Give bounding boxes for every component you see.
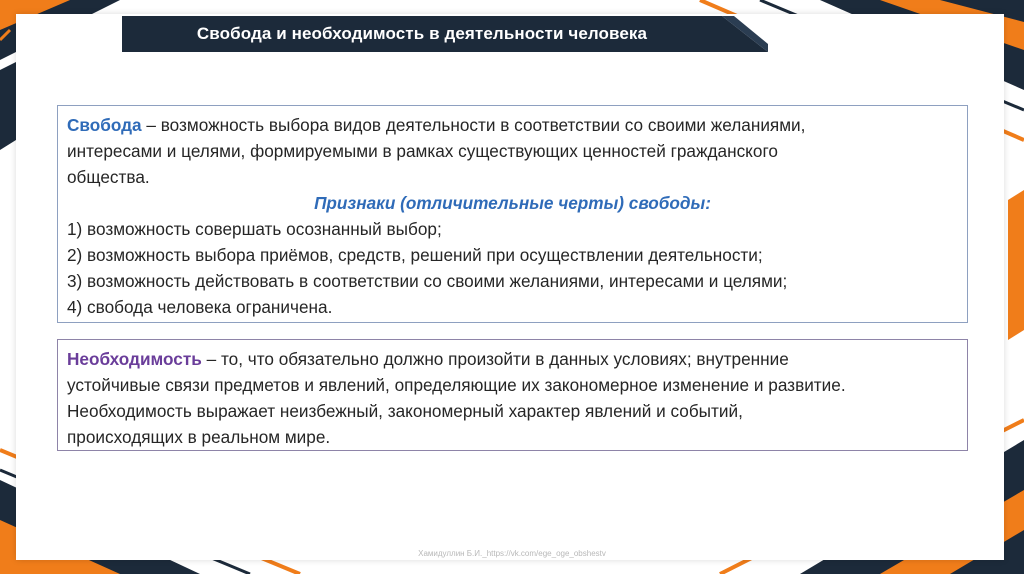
necessity-definition-line-1 [67,346,958,372]
title-banner [122,16,768,52]
freedom-definition-line-1 [67,112,958,138]
necessity-definition-line-4: происходящих в реальном мире. [67,427,331,447]
freedom-sign-item: 2) возможность выбора приёмов, средств, решений при осуществлении деятельности; [67,245,763,265]
freedom-sign-item: 1) возможность совершать осознанный выбор; [67,219,442,239]
freedom-definition-line-2: интересами и целями, формируемыми в рамках существующих ценностей гражданского [67,141,778,161]
page-title: Свобода и необходимость в деятельности человека [196,24,648,43]
freedom-sign-item: 3) возможность действовать в соответствии со своими желаниями, интересами и целями; [67,271,788,291]
freedom-signs-heading: Признаки (отличительные черты) свободы: [314,193,711,213]
footer-credit: Хамидуллин Б.И._https://vk.com/ege_oge_obshestv [418,549,606,558]
necessity-definition-line-3: Необходимость выражает неизбежный, закономерный характер явлений и событий, [67,401,743,421]
necessity-definition-box [57,339,968,451]
freedom-definition-box [57,105,968,323]
necessity-term: Необходимость [67,349,202,369]
freedom-definition-text: – возможность выбора видов деятельности в соответствии со своими желаниями, [141,115,806,135]
necessity-definition-line-2: устойчивые связи предметов и явлений, определяющие их закономерное изменение и развитие. [67,375,846,395]
freedom-term: Свобода [67,115,142,135]
freedom-sign-item: 4) свобода человека ограничена. [67,297,333,317]
necessity-definition-text: – то, что обязательно должно произойти в данных условиях; внутренние [201,349,789,369]
freedom-definition-line-3: общества. [67,167,150,187]
